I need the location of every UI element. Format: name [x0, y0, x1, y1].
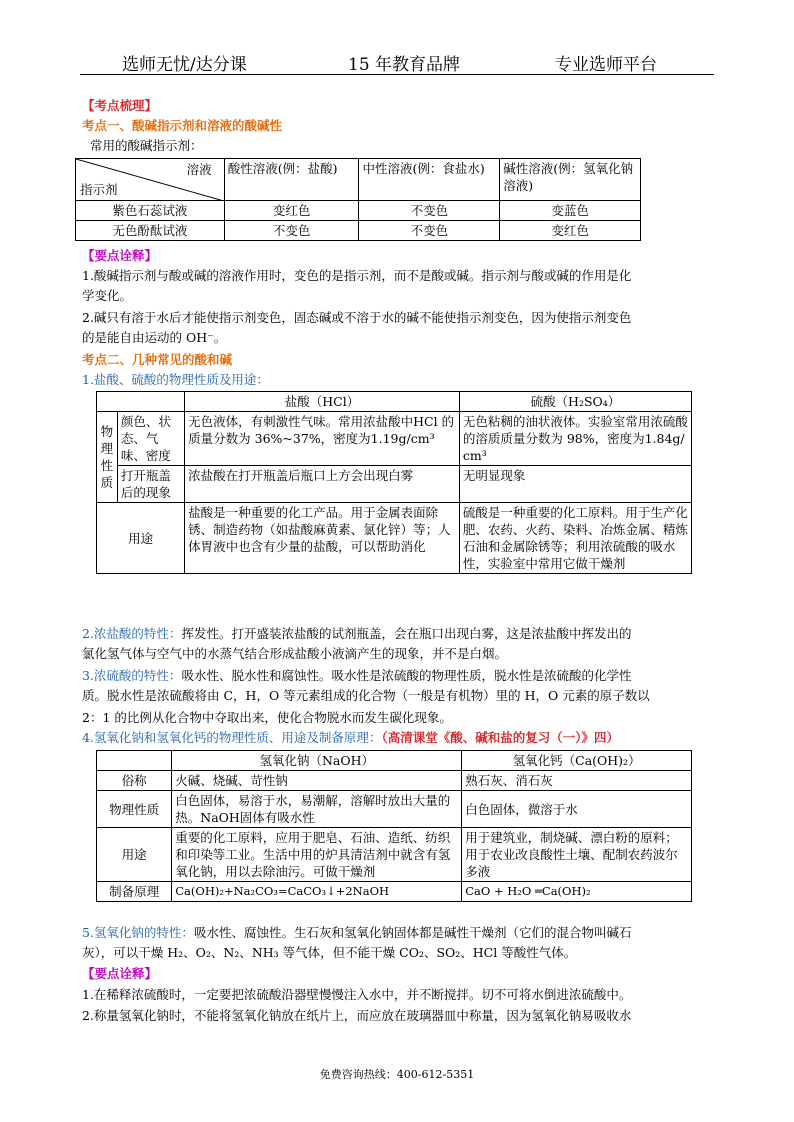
blank-header-cell — [97, 392, 185, 412]
notes1-line: 的是能自由运动的 OH⁻。 — [82, 330, 227, 345]
col-header-acid: 酸性溶液(例：盐酸) — [224, 159, 359, 201]
notes1-title: 【要点诠释】 — [82, 248, 158, 263]
table-cell: 硫酸是一种重要的化工原料。用于生产化肥、农药、火药、染料、冶炼金属、精炼石油和金属除锈等；利用浓硫酸的吸水性，实验室中常用它做干燥剂 — [459, 503, 691, 574]
item4-line — [82, 730, 619, 746]
header-right: 专业选师平台 — [555, 55, 657, 75]
item3-line — [82, 668, 631, 684]
diag-top-label: 溶液 — [186, 162, 212, 177]
table-cell: 浓盐酸在打开瓶盖后瓶口上方会出现白雾 — [185, 466, 460, 503]
base-table — [96, 750, 692, 902]
item4-link[interactable]: （高清课堂《酸、碱和盐的复习（一）》四） — [381, 730, 619, 745]
row-label: 打开瓶盖后的现象 — [117, 466, 184, 503]
point1-title: 考点一、酸碱指示剂和溶液的酸碱性 — [82, 118, 283, 133]
col-header-neutral: 中性溶液(例：食盐水) — [359, 159, 500, 201]
table-cell: 用于建筑业，制烧碱、漂白粉的原料；用于农业改良酸性土壤、配制农药波尔多液 — [462, 828, 692, 882]
table-cell: 不变色 — [359, 201, 500, 221]
table-cell: 变蓝色 — [500, 201, 641, 221]
table-cell: 盐酸是一种重要的化工产品。用于金属表面除锈、制造药物（如盐酸麻黄素、氯化锌）等；人体胃液中也含有少量的盐酸，可以帮助消化 — [185, 503, 460, 574]
table-row — [97, 771, 692, 791]
indicator-name: 无色酚酞试液 — [76, 221, 225, 241]
col-header-alkaline: 碱性溶液(例：氢氧化钠溶液) — [500, 159, 641, 201]
table-cell: 白色固体，微溶于水 — [462, 791, 692, 828]
item3-line: 质。脱水性是浓硫酸将由 C，H，O 等元素组成的化合物（一般是有机物）里的 H，O 元素的原子数以 — [82, 688, 650, 703]
row-label: 颜色、状态、气味、密度 — [117, 412, 184, 466]
item5-title: 5.氢氧化钠的特性： — [82, 925, 194, 940]
header-divider — [80, 74, 714, 75]
table-row — [97, 828, 692, 882]
table-cell: 火碱、烧碱、苛性钠 — [172, 771, 462, 791]
col-header-caoh: 氢氧化钙（Ca(OH)₂） — [462, 751, 692, 771]
item2-line — [82, 626, 631, 642]
notes1-line: 学变化。 — [82, 288, 133, 303]
table-cell: 熟石灰、消石灰 — [462, 771, 692, 791]
item2-text: 挥发性。打开盛装浓盐酸的试剂瓶盖，会在瓶口出现白雾，这是浓盐酸中挥发出的 — [181, 626, 632, 641]
indicator-table — [75, 158, 641, 241]
col-header-hcl: 盐酸（HCl） — [185, 392, 460, 412]
table-cell: CaO + H₂O ═Ca(OH)₂ — [462, 882, 692, 902]
acid-table — [96, 391, 692, 574]
item5-line: 灰），可以干燥 H₂、O₂、N₂、NH₃ 等气体，但不能干燥 CO₂、SO₂、HCl 等酸性气体。 — [82, 945, 577, 960]
table-row — [97, 412, 692, 466]
physical-props-label: 物理性质 — [97, 412, 118, 503]
table-cell: 不变色 — [224, 221, 359, 241]
item2-line: 氯化氢气体与空气中的水蒸气结合形成盐酸小液滴产生的现象，并不是白烟。 — [82, 646, 508, 661]
col-header-naoh: 氢氧化钠（NaOH） — [172, 751, 462, 771]
indicator-name: 紫色石蕊试液 — [76, 201, 225, 221]
table-row — [97, 882, 692, 902]
item3-line: 2：1 的比例从化合物中夺取出来，使化合物脱水而发生碳化现象。 — [82, 710, 452, 725]
notes2-line: 2.称量氢氧化钠时，不能将氢氧化钠放在纸片上，而应放在玻璃器皿中称量，因为氢氧化钠易吸收水 — [82, 1008, 632, 1023]
row-label: 物理性质 — [97, 791, 172, 828]
row-label: 用途 — [97, 828, 172, 882]
point1-subtitle: 常用的酸碱指示剂： — [90, 138, 203, 153]
table-row — [76, 201, 641, 221]
table-cell: 变红色 — [224, 201, 359, 221]
table-cell: 无色液体，有刺激性气味。常用浓盐酸中HCl 的质量分数为 36%~37%，密度为1.19g/cm³ — [185, 412, 460, 466]
item4-title: 4.氢氧化钠和氢氧化钙的物理性质、用途及制备原理： — [82, 730, 382, 745]
row-label: 用途 — [97, 503, 185, 574]
table-row — [97, 791, 692, 828]
table-cell: 白色固体，易溶于水，易潮解，溶解时放出大量的热。NaOH固体有吸水性 — [172, 791, 462, 828]
point2-title: 考点二、几种常见的酸和碱 — [82, 352, 233, 367]
table-cell: 无明显现象 — [459, 466, 691, 503]
item3-title: 3.浓硫酸的特性： — [82, 668, 182, 683]
diagonal-header-cell — [76, 159, 225, 201]
notes2-title: 【要点诠释】 — [82, 966, 158, 981]
header-left: 选师无忧/达分课 — [122, 55, 247, 75]
table-cell: 不变色 — [359, 221, 500, 241]
row-label: 俗称 — [97, 771, 172, 791]
item3-text: 吸水性、脱水性和腐蚀性。吸水性是浓硫酸的物理性质，脱水性是浓硫酸的化学性 — [181, 668, 632, 683]
item5-text: 吸水性、腐蚀性。生石灰和氢氧化钠固体都是碱性干燥剂（它们的混合物叫碱石 — [193, 925, 632, 940]
table-cell: 变红色 — [500, 221, 641, 241]
header-center: 15 年教育品牌 — [348, 55, 461, 75]
item5-line — [82, 925, 631, 941]
item1-title: 1.盐酸、硫酸的物理性质及用途： — [82, 372, 269, 387]
table-cell: 重要的化工原料，应用于肥皂、石油、造纸、纺织和印染等工业。生活中用的炉具清洁剂中就含有氢氧化钠，用以去除油污。可做干燥剂 — [172, 828, 462, 882]
notes1-line: 1.酸碱指示剂与酸或碱的溶液作用时，变色的是指示剂，而不是酸或碱。指示剂与酸或碱的作用是化 — [82, 268, 632, 283]
footer-hotline: 免费咨询热线：400-612-5351 — [319, 1068, 475, 1081]
table-cell: Ca(OH)₂+Na₂CO₃=CaCO₃↓+2NaOH — [172, 882, 462, 902]
section-title: 【考点梳理】 — [82, 98, 158, 113]
col-header-h2so4: 硫酸（H₂SO₄） — [459, 392, 691, 412]
page-header — [0, 44, 794, 74]
table-row — [97, 466, 692, 503]
table-row — [76, 221, 641, 241]
notes2-line: 1.在稀释浓硫酸时，一定要把浓硫酸沿器壁慢慢注入水中，并不断搅拌。切不可将水倒进浓硫酸中。 — [82, 987, 632, 1002]
diag-bottom-label: 指示剂 — [80, 182, 118, 197]
item2-title: 2.浓盐酸的特性： — [82, 626, 182, 641]
table-row — [97, 503, 692, 574]
notes1-line: 2.碱只有溶于水后才能使指示剂变色，固态碱或不溶于水的碱不能使指示剂变色，因为使指示剂变色 — [82, 310, 632, 325]
table-cell: 无色粘稠的油状液体。实验室常用浓硫酸的溶质质量分数为 98%，密度为1.84g/cm³ — [459, 412, 691, 466]
row-label: 制备原理 — [97, 882, 172, 902]
blank-header-cell — [97, 751, 172, 771]
